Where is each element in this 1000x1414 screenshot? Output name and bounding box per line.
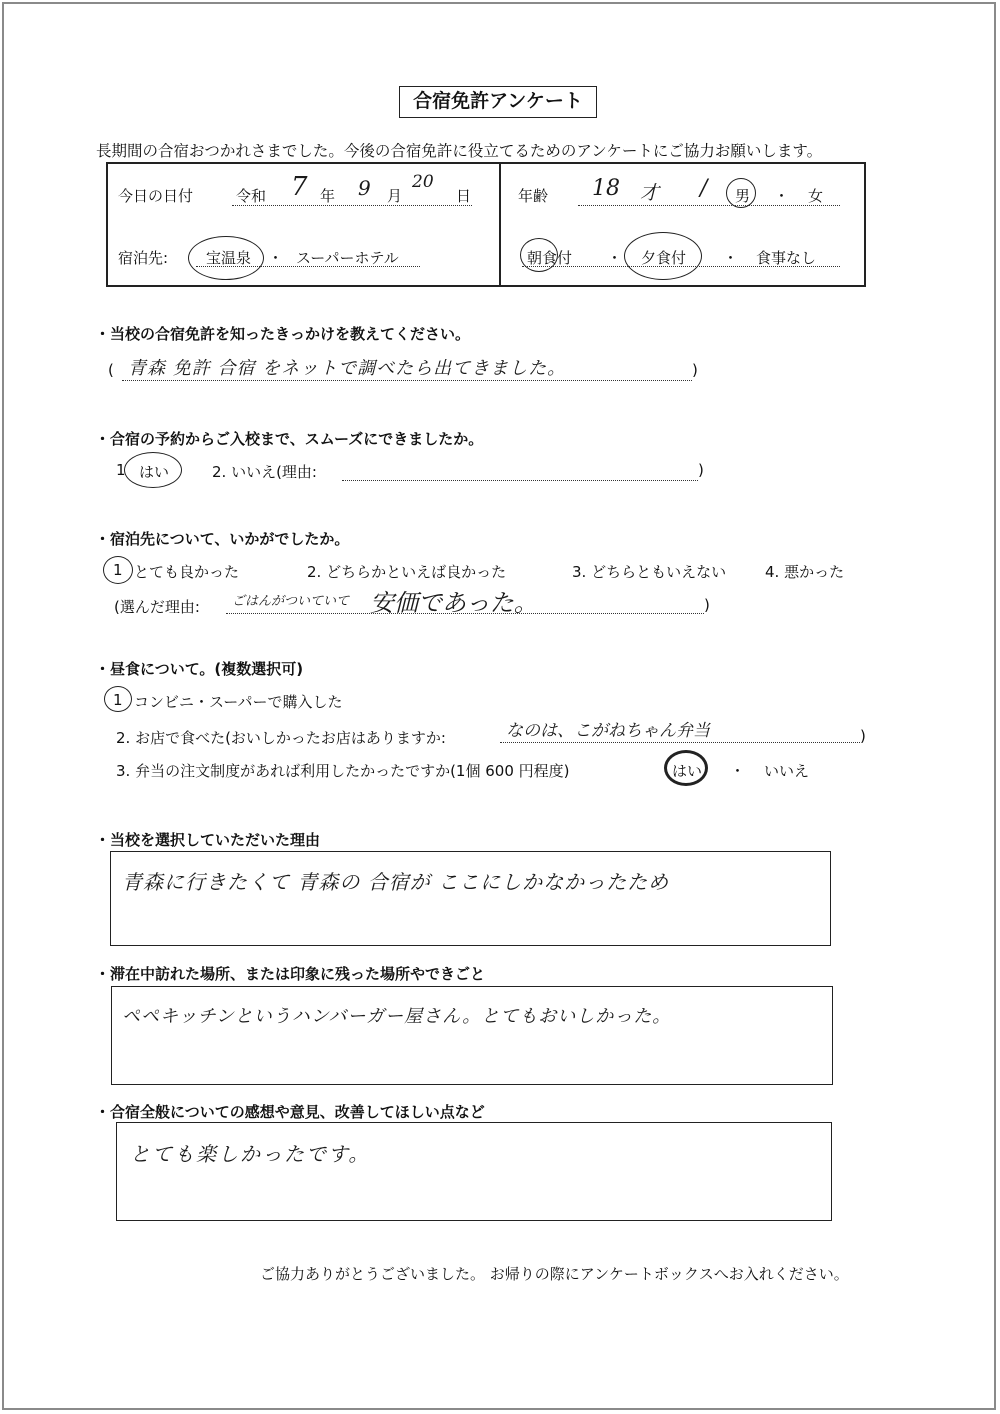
- slash-mark: /: [700, 176, 708, 201]
- q2-close-paren: ): [698, 461, 704, 479]
- day-value[interactable]: 20: [412, 172, 434, 192]
- lodging-label: 宿泊先:: [118, 249, 169, 267]
- lodging-option-1[interactable]: 宝温泉: [206, 249, 252, 267]
- q3-option-4[interactable]: 4. 悪かった: [765, 563, 845, 581]
- q3-option-1-circle: [103, 556, 133, 584]
- q2-question: ・合宿の予約からご入校まで、スムーズにできましたか。: [95, 430, 484, 448]
- survey-title: 合宿免許アンケート: [399, 86, 597, 118]
- q4-option-2-close: ): [860, 727, 866, 745]
- meal-option-2-circle: [624, 232, 702, 280]
- q2-num-1: 1: [116, 461, 126, 479]
- q4-option-3: 3. 弁当の注文制度があれば利用したかったですか(1個 600 円程度): [116, 762, 570, 780]
- q7-question: ・合宿全般についての感想や意見、改善してほしい点など: [95, 1103, 485, 1121]
- year-value[interactable]: 7: [291, 172, 308, 202]
- gender-female[interactable]: 女: [808, 187, 824, 205]
- table-divider: [499, 164, 501, 285]
- q5-answer[interactable]: 青森に行きたくて 青森の 合宿が ここにしかなかったため: [122, 870, 670, 894]
- q6-question: ・滞在中訪れた場所、または印象に残った場所やできごと: [95, 965, 486, 983]
- age-value[interactable]: 18: [592, 176, 620, 201]
- q3-reason-big[interactable]: 安価であった。: [370, 589, 538, 617]
- q3-close-paren: ): [704, 596, 710, 614]
- q3-option-2[interactable]: 2. どちらかといえば良かった: [307, 563, 507, 581]
- q1-answer[interactable]: 青森 免許 合宿 をネットで調べたら出てきました。: [128, 358, 567, 379]
- month-unit: 月: [387, 187, 403, 205]
- lodging-option-2[interactable]: スーパーホテル: [296, 249, 399, 267]
- q2-option-no[interactable]: 2. いいえ(理由:: [212, 463, 317, 481]
- lodging-separator: ・: [268, 249, 284, 267]
- gender-male-circle: [726, 178, 756, 208]
- meal-option-2[interactable]: 夕食付: [641, 249, 687, 267]
- meal-separator-1: ・: [607, 249, 623, 267]
- date-label: 今日の日付: [118, 187, 194, 205]
- q1-open-paren: (: [108, 361, 114, 379]
- q3-option-3[interactable]: 3. どちらともいえない: [572, 563, 727, 581]
- era-label: 令和: [236, 187, 267, 205]
- q4-option-3-yes-circle: [664, 750, 708, 786]
- day-unit: 日: [456, 187, 472, 205]
- meal-option-1[interactable]: 朝食付: [527, 249, 573, 267]
- q4-num-1: 1: [113, 691, 123, 709]
- q4-option-3-no[interactable]: いいえ: [764, 762, 810, 780]
- q3-reason-label: (選んだ理由:: [114, 598, 200, 616]
- q4-option-3-sep: ・: [730, 762, 746, 780]
- q4-question: ・昼食について。(複数選択可): [95, 660, 304, 678]
- q4-option-2[interactable]: 2. お店で食べた(おいしかったお店はありますか:: [116, 729, 446, 747]
- q4-option-2-line: [500, 742, 860, 743]
- lodging-option-1-circle: [188, 236, 264, 280]
- q2-reason-line: [342, 480, 698, 481]
- q7-answer-box[interactable]: [116, 1122, 832, 1221]
- q7-answer[interactable]: とても楽しかったです。: [130, 1142, 371, 1166]
- age-underline: [578, 205, 840, 206]
- footer-text: ご協力ありがとうございました。 お帰りの際にアンケートボックスへお入れください。: [260, 1265, 849, 1283]
- intro-text: 長期間の合宿おつかれさまでした。今後の合宿免許に役立てるためのアンケートにご協力お願いします。: [96, 142, 823, 160]
- q2-option-yes[interactable]: はい: [139, 463, 170, 481]
- q3-option-1[interactable]: とても良かった: [134, 563, 240, 581]
- month-value[interactable]: 9: [358, 176, 371, 200]
- age-unit: 才: [640, 182, 660, 204]
- q4-option-2-answer[interactable]: なのは、こがねちゃん弁当: [506, 721, 710, 741]
- q1-close-paren: ): [692, 361, 698, 379]
- meal-option-1-circle: [520, 238, 558, 272]
- q4-option-1[interactable]: コンビニ・スーパーで購入した: [134, 693, 343, 711]
- meal-separator-2: ・: [723, 249, 739, 267]
- q3-num-1: 1: [113, 561, 123, 579]
- q1-question: ・当校の合宿免許を知ったきっかけを教えてください。: [95, 325, 471, 343]
- q4-option-3-yes[interactable]: はい: [672, 762, 703, 780]
- q6-answer-box[interactable]: [111, 986, 833, 1085]
- q2-option-yes-circle: [124, 452, 182, 488]
- age-label: 年齢: [518, 187, 549, 205]
- q1-answer-line: [122, 380, 692, 381]
- year-unit: 年: [320, 187, 336, 205]
- q3-question: ・宿泊先について、いかがでしたか。: [95, 530, 350, 548]
- q3-reason-small[interactable]: ごはんがついていて: [232, 594, 350, 609]
- q6-answer[interactable]: ペペキッチンというハンバーガー屋さん。とてもおいしかった。: [122, 1006, 672, 1027]
- gender-separator: ・: [774, 187, 790, 205]
- q4-option-1-circle: [104, 686, 132, 712]
- gender-male[interactable]: 男: [735, 187, 751, 205]
- date-underline: [232, 205, 472, 206]
- meal-option-3[interactable]: 食事なし: [756, 249, 817, 267]
- q5-question: ・当校を選択していただいた理由: [95, 831, 321, 849]
